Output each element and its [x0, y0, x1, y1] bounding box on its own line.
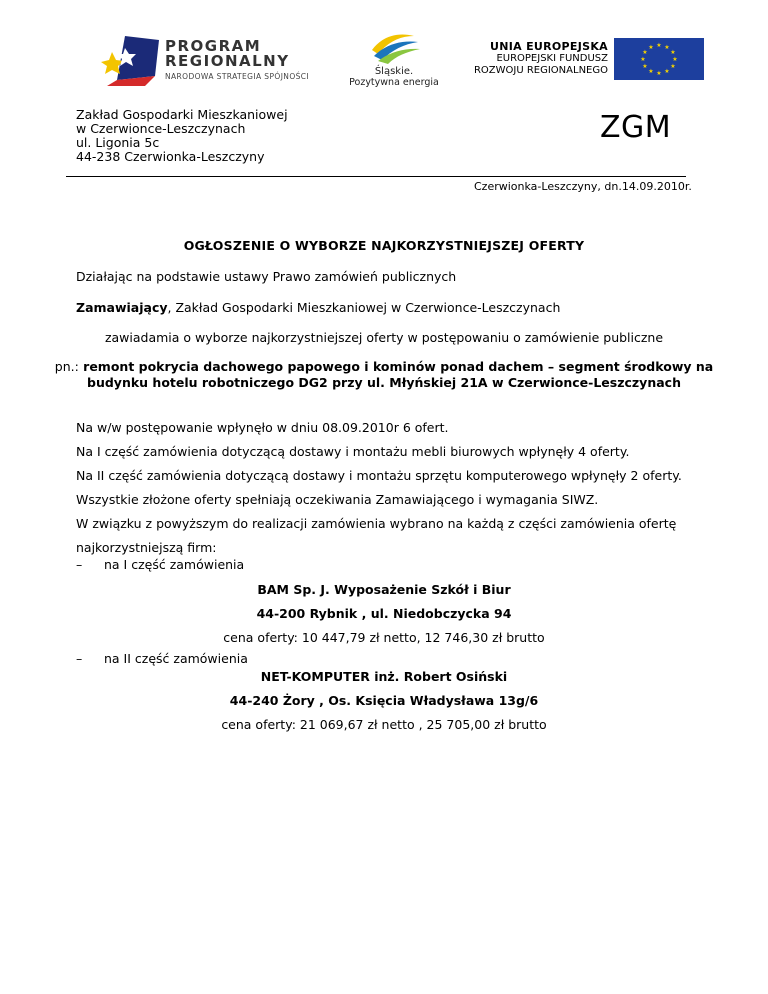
slaskie-waves-icon — [364, 28, 424, 66]
part2-address: 44-240 Żory , Os. Księcia Władysława 13g/6 — [229, 693, 539, 708]
part1-company: BAM Sp. J. Wyposażenie Szkół i Biur — [257, 582, 511, 597]
paragraph-selection-1: W związku z powyższym do realizacji zamówienia wybrano na każdą z części zamówienia ofertę — [76, 516, 677, 531]
svg-text:★: ★ — [670, 63, 676, 70]
address-line: 44-238 Czerwionka-Leszczyny — [76, 149, 265, 164]
svg-text:★: ★ — [656, 70, 662, 77]
svg-text:★: ★ — [648, 68, 654, 75]
part1-price: cena oferty: 10 447,79 zł netto, 12 746,30 zł brutto — [223, 630, 545, 645]
program-regionalny-emblem-icon — [95, 36, 159, 86]
paragraph-offers-count: Na w/w postępowanie wpłynęło w dniu 08.09.2010r 6 ofert. — [76, 420, 449, 435]
paragraph-selection-2: najkorzystniejszą firm: — [76, 540, 217, 555]
logo-text-strategia: NARODOWA STRATEGIA SPÓJNOŚCI — [165, 72, 310, 81]
svg-text:★: ★ — [640, 56, 646, 63]
part2-label: na II część zamówienia — [104, 651, 248, 666]
eu-line-2: EUROPEJSKI FUNDUSZ — [496, 53, 608, 64]
slaskie-tagline: Pozytywna energia — [349, 77, 439, 88]
document-title: OGŁOSZENIE O WYBORZE NAJKORZYSTNIEJSZEJ OFERTY — [183, 238, 585, 253]
svg-text:★: ★ — [664, 44, 670, 51]
subject-text: remont pokrycia dachowego papowego i kominów ponad dachem – segment środkowy na — [78, 359, 714, 374]
part1-address: 44-200 Rybnik , ul. Niedobczycka 94 — [256, 606, 512, 621]
slaskie-name: Śląskie. — [374, 66, 414, 77]
legal-basis: Działając na podstawie ustawy Prawo zamówień publicznych — [76, 269, 457, 284]
address-line: w Czerwionce-Leszczynach — [76, 121, 246, 136]
list-bullet: – — [76, 651, 83, 666]
svg-text:★: ★ — [672, 56, 678, 63]
svg-text:★: ★ — [642, 63, 648, 70]
paragraph-part2: Na II część zamówienia dotyczącą dostawy i montażu sprzętu komputerowego wpłynęły 2 oferty. — [76, 468, 682, 483]
eu-line-1: UNIA EUROPEJSKA — [490, 40, 608, 53]
part2-price: cena oferty: 21 069,67 zł netto , 25 705,00 zł brutto — [221, 717, 547, 732]
header-divider — [66, 176, 686, 177]
address-line: Zakład Gospodarki Mieszkaniowej — [76, 107, 288, 122]
list-bullet: – — [76, 557, 83, 572]
svg-text:★: ★ — [664, 68, 670, 75]
eu-fund-text — [458, 40, 608, 77]
logo-text-program: PROGRAM — [165, 37, 262, 55]
eu-line-3: ROZWOJU REGIONALNEGO — [473, 65, 608, 76]
svg-text:★: ★ — [648, 44, 654, 51]
notice-line: zawiadamia o wyborze najkorzystniejszej oferty w postępowaniu o zamówienie publiczne — [104, 330, 664, 345]
program-regionalny-logo — [95, 36, 335, 86]
svg-text:★: ★ — [670, 49, 676, 56]
address-line: ul. Ligonia 5c — [76, 135, 160, 150]
part1-label: na I część zamówienia — [104, 557, 245, 572]
paragraph-compliance: Wszystkie złożone oferty spełniają oczekiwania Zamawiającego i wymagania SIWZ. — [76, 492, 599, 507]
svg-text:★: ★ — [642, 49, 648, 56]
slaskie-logo — [344, 28, 444, 92]
svg-text:★: ★ — [656, 42, 662, 49]
subject-prefix: pn.: — [54, 359, 79, 374]
employer-label: Zamawiający — [76, 300, 168, 315]
eu-flag-icon — [614, 38, 704, 80]
employer-line — [76, 300, 560, 315]
employer-name: , Zakład Gospodarki Mieszkaniowej w Czerwionce-Leszczynach — [167, 300, 561, 315]
org-abbreviation: ZGM — [600, 110, 672, 145]
sender-address — [76, 108, 288, 164]
date-line: Czerwionka-Leszczyny, dn.14.09.2010r. — [474, 180, 692, 193]
paragraph-part1: Na I część zamówienia dotyczącą dostawy i montażu mebli biurowych wpłynęły 4 oferty. — [76, 444, 630, 459]
subject-line-1 — [0, 359, 768, 374]
logo-text-regionalny: REGIONALNY — [165, 52, 290, 70]
subject-line-2: budynku hotelu robotniczego DG2 przy ul. Młyńskiej 21A w Czerwionce-Leszczynach — [87, 375, 681, 390]
part2-company: NET-KOMPUTER inż. Robert Osiński — [260, 669, 508, 684]
